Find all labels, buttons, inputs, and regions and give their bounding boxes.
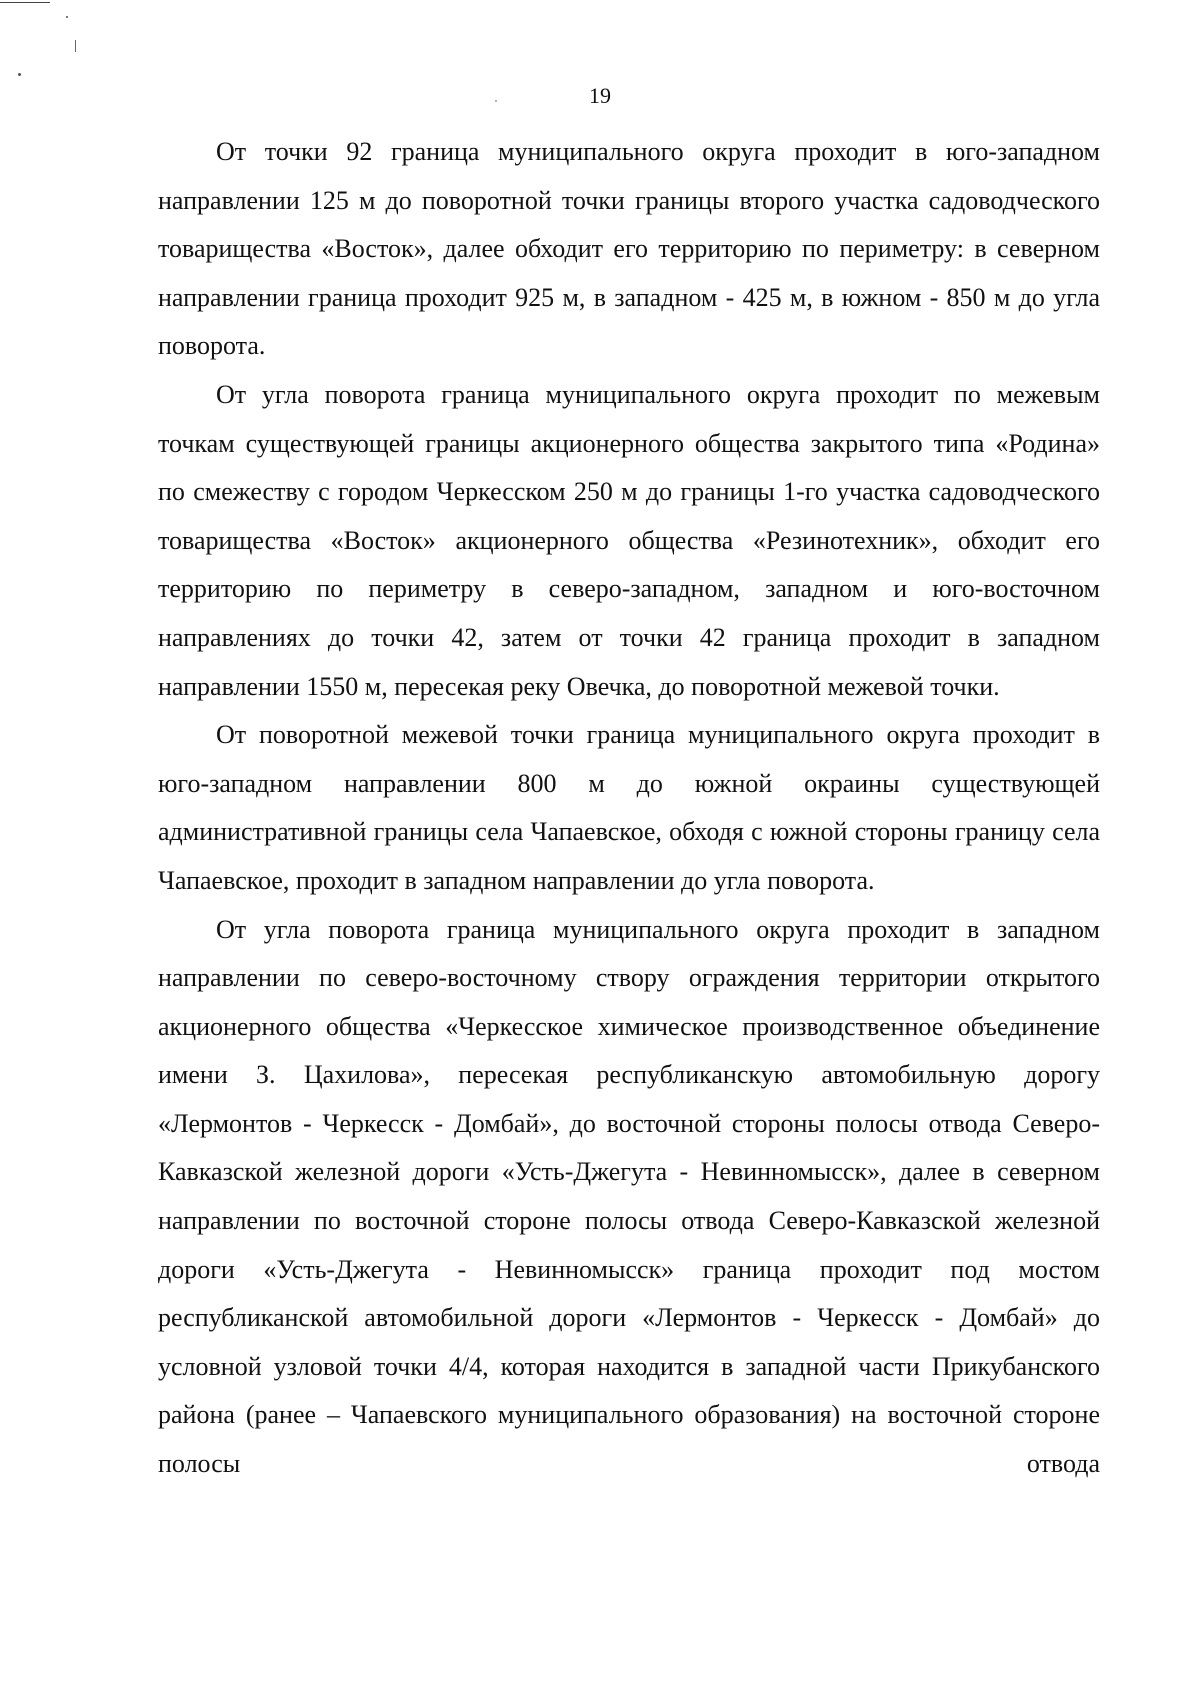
paragraph: От поворотной межевой точки граница муниципального округа проходит в юго-западном направлении 800 м до южной окраины существующей административной границы села Чапаевское, обходя с южной стороны границу села Чапаевское, проходит в западном направлении до угла поворота.: [158, 720, 1100, 895]
document-body: [158, 128, 1100, 1489]
page-number: 19: [589, 83, 611, 108]
scan-artifact: [0, 2, 50, 3]
paragraph: От угла поворота граница муниципального округа проходит в западном направлении по северо-восточному створу ограждения территории открытого акционерного общества «Черкесское химическое производственное объединение имени З. Цахилова», пересекая республиканскую автомобильную дорогу «Лермонтов - Черкесск - Домбай», до восточной стороны полосы отвода Северо-Кавказской железной дороги «Усть-Джегута - Невинномысск», далее в северном направлении по восточной стороне полосы отвода Северо-Кавказской железной дороги «Усть-Джегута - Невинномысск» граница проходит под мостом республиканской автомобильной дороги «Лермонтов - Черкесск - Домбай» до условной узловой точки 4/4, которая находится в западной части Прикубанского района (ранее – Чапаевского муниципального образования) на восточной стороне полосы отвода: [158, 914, 1100, 1479]
scan-artifact: [75, 40, 76, 52]
paragraph: От точки 92 граница муниципального округа проходит в юго-западном направлении 125 м до поворотной точки границы второго участка садоводческого товарищества «Восток», далее обходит его территорию по периметру: в северном направлении граница проходит 925 м, в западном - 425 м, в южном - 850 м до угла поворота.: [158, 137, 1100, 361]
scan-artifact: [66, 16, 68, 18]
scan-artifact: [18, 73, 21, 76]
paragraph: От угла поворота граница муниципального округа проходит по межевым точкам существующей границы акционерного общества закрытого типа «Родина» по смежеству с городом Черкесском 250 м до границы 1-го участка садоводческого товарищества «Восток» акционерного общества «Резинотехник», обходит его территорию по периметру в северо-западном, западном и юго-восточном направлениях до точки 42, затем от точки 42 граница проходит в западном направлении 1550 м, пересекая реку Овечка, до поворотной межевой точки.: [158, 379, 1100, 701]
